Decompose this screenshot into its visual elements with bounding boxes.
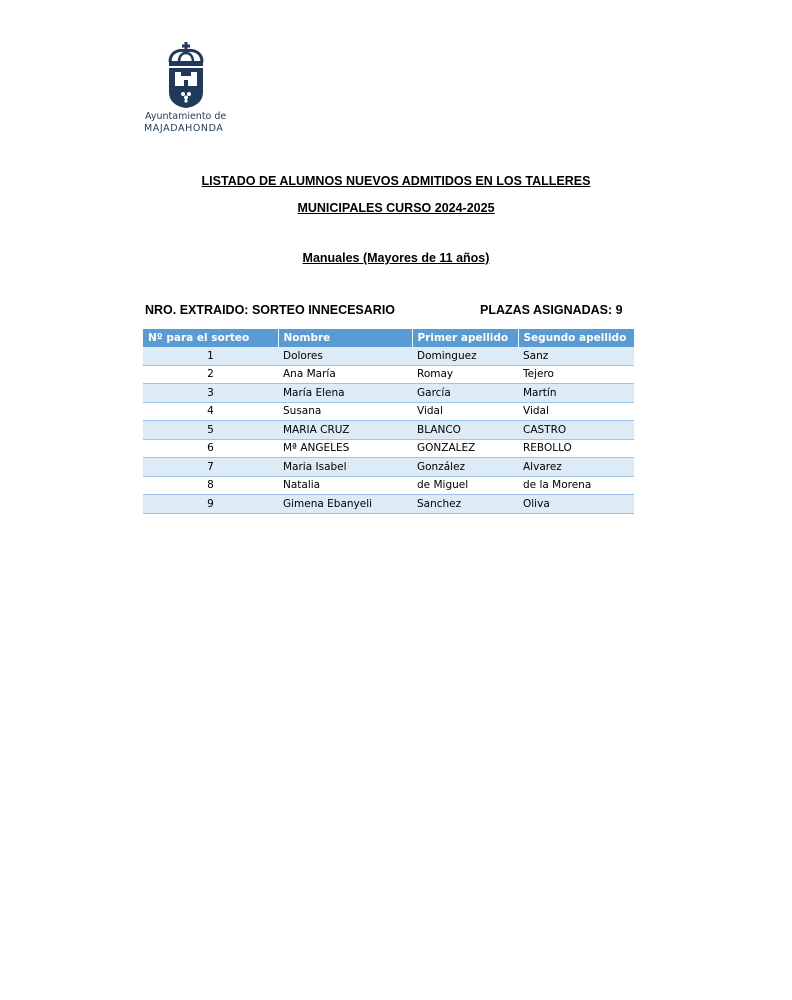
table-row (143, 421, 634, 440)
cell-primer-apellido: Vidal (412, 402, 518, 421)
cell-nombre: María Elena (278, 384, 412, 403)
nro-extraido: NRO. EXTRAIDO: SORTEO INNECESARIO (145, 303, 396, 317)
cell-numero: 3 (143, 384, 278, 403)
cell-segundo-apellido: CASTRO (518, 421, 634, 440)
document-title-line2: MUNICIPALES CURSO 2024-2025 (297, 201, 495, 215)
cell-segundo-apellido: Oliva (518, 495, 634, 514)
cell-nombre: Ana María (278, 365, 412, 384)
header-segundo-apellido: Segundo apellido (518, 329, 634, 347)
logo (142, 42, 238, 134)
cell-primer-apellido: GONZALEZ (412, 439, 518, 458)
cell-numero: 8 (143, 476, 278, 495)
cell-primer-apellido: de Miguel (412, 476, 518, 495)
section-title: Manuales (Mayores de 11 años) (302, 251, 490, 265)
header-primer-apellido: Primer apellido (412, 329, 518, 347)
cell-primer-apellido: Dominguez (412, 347, 518, 365)
cell-nombre: Natalia (278, 476, 412, 495)
table-row (143, 365, 634, 384)
table-row (143, 384, 634, 403)
cell-numero: 4 (143, 402, 278, 421)
cell-segundo-apellido: Sanz (518, 347, 634, 365)
coat-of-arms-icon (167, 42, 205, 108)
cell-numero: 5 (143, 421, 278, 440)
cell-numero: 2 (143, 365, 278, 384)
table-row (143, 495, 634, 514)
cell-segundo-apellido: Martín (518, 384, 634, 403)
header-numero: Nº para el sorteo (143, 329, 278, 347)
cell-nombre: Mª ANGELES (278, 439, 412, 458)
cell-segundo-apellido: Vidal (518, 402, 634, 421)
cell-numero: 7 (143, 458, 278, 477)
cell-primer-apellido: García (412, 384, 518, 403)
cell-primer-apellido: González (412, 458, 518, 477)
cell-segundo-apellido: REBOLLO (518, 439, 634, 458)
logo-text-line2: MAJADAHONDA (144, 123, 224, 134)
table-row (143, 347, 634, 365)
plazas-asignadas: PLAZAS ASIGNADAS: 9 (480, 303, 623, 317)
table-header-row (143, 329, 634, 347)
cell-primer-apellido: BLANCO (412, 421, 518, 440)
logo-text-line1: Ayuntamiento de (145, 111, 227, 122)
cell-numero: 9 (143, 495, 278, 514)
document-title-line1: LISTADO DE ALUMNOS NUEVOS ADMITIDOS EN LOS TALLERES (201, 174, 591, 188)
table-row (143, 402, 634, 421)
cell-segundo-apellido: de la Morena (518, 476, 634, 495)
cell-segundo-apellido: Alvarez (518, 458, 634, 477)
table-row (143, 476, 634, 495)
cell-numero: 6 (143, 439, 278, 458)
table-row (143, 458, 634, 477)
cell-nombre: Maria Isabel (278, 458, 412, 477)
cell-primer-apellido: Sanchez (412, 495, 518, 514)
admitted-students-table (143, 329, 635, 514)
table-row (143, 439, 634, 458)
cell-nombre: Dolores (278, 347, 412, 365)
cell-nombre: MARIA CRUZ (278, 421, 412, 440)
cell-numero: 1 (143, 347, 278, 365)
cell-nombre: Susana (278, 402, 412, 421)
cell-primer-apellido: Romay (412, 365, 518, 384)
cell-nombre: Gimena Ebanyeli (278, 495, 412, 514)
header-nombre: Nombre (278, 329, 412, 347)
cell-segundo-apellido: Tejero (518, 365, 634, 384)
